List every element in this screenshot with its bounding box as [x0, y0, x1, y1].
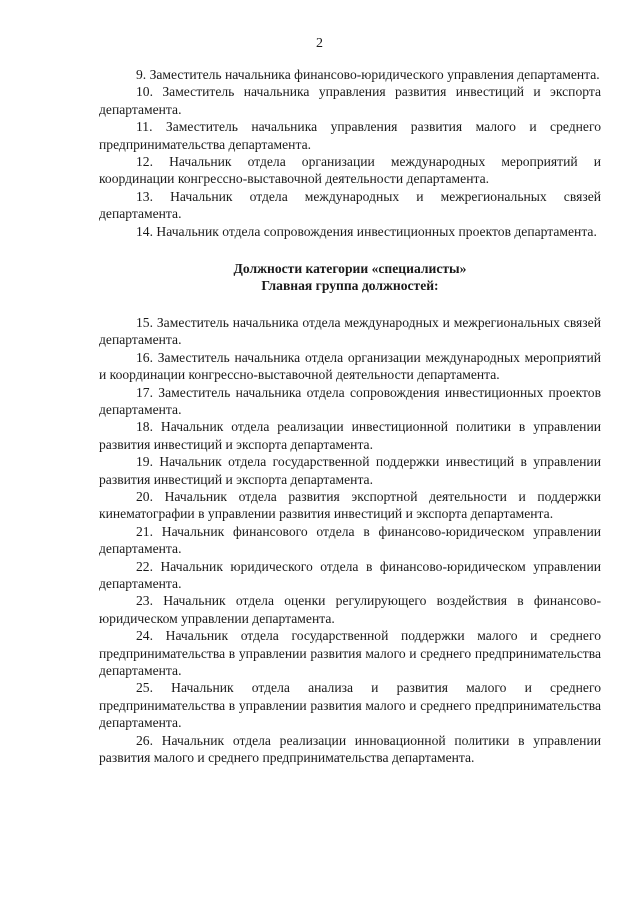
page-number: 2	[316, 36, 323, 51]
list-item-19: 19. Начальник отдела государственной поддержки инвестиций в управлении развития инвестиций и экспорта департамента.	[99, 454, 601, 487]
list-item-17: 17. Заместитель начальника отдела сопровождения инвестиционных проектов департамента.	[99, 384, 601, 417]
list-item-14: 14. Начальник отдела сопровождения инвестиционных проектов департамента.	[136, 223, 597, 239]
list-item-21: 21. Начальник финансового отдела в финансово-юридическом управлении департамента.	[99, 523, 601, 557]
list-item-11: 11. Заместитель начальника управления развития малого и среднего предпринимательства департамента.	[99, 119, 601, 152]
list-item-13: 13. Начальник отдела международных и межрегиональных связей департамента.	[99, 188, 601, 222]
list-item-25: 25. Начальник отдела анализа и развития малого и среднего предпринимательства в управлении развития малого и среднего предпринимательства департамента.	[99, 680, 601, 731]
list-item-15: 15. Заместитель начальника отдела международных и межрегиональных связей департамента.	[99, 314, 601, 348]
list-item-12: 12. Начальник отдела организации международных мероприятий и координации конгрессно-выставочной деятельности департамента.	[99, 154, 601, 187]
list-item-24: 24. Начальник отдела государственной поддержки малого и среднего предпринимательства в управлении развития малого и среднего предпринимательства департамента.	[99, 628, 601, 678]
list-item-16: 16. Заместитель начальника отдела организации международных мероприятий и координации конгрессно-выставочной деятельности департамента.	[99, 349, 601, 383]
list-item-23: 23. Начальник отдела оценки регулирующего воздействия в финансово-юридическом управлении департамента.	[99, 593, 601, 626]
section-title: Должности категории «специалисты»	[233, 261, 467, 277]
list-item-22: 22. Начальник юридического отдела в финансово-юридическом управлении департамента.	[99, 558, 601, 591]
section-subtitle: Главная группа должностей:	[261, 278, 439, 294]
list-item-9: 9. Заместитель начальника финансово-юридического управления департамента.	[136, 67, 600, 82]
section-spacer	[99, 295, 601, 314]
section-spacer	[99, 240, 601, 260]
list-item-26: 26. Начальник отдела реализации инновационной политики в управлении развития малого и среднего предпринимательства департамента.	[99, 732, 601, 766]
list-item-18: 18. Начальник отдела реализации инвестиционной политики в управлении развития инвестиций и экспорта департамента.	[99, 419, 601, 452]
list-item-10: 10. Заместитель начальника управления развития инвестиций и экспорта департамента.	[99, 84, 601, 117]
list-item-20: 20. Начальник отдела развития экспортной деятельности и поддержки кинематографии в управлении развития инвестиций и экспорта департамента.	[99, 488, 601, 522]
document-body	[99, 66, 601, 766]
